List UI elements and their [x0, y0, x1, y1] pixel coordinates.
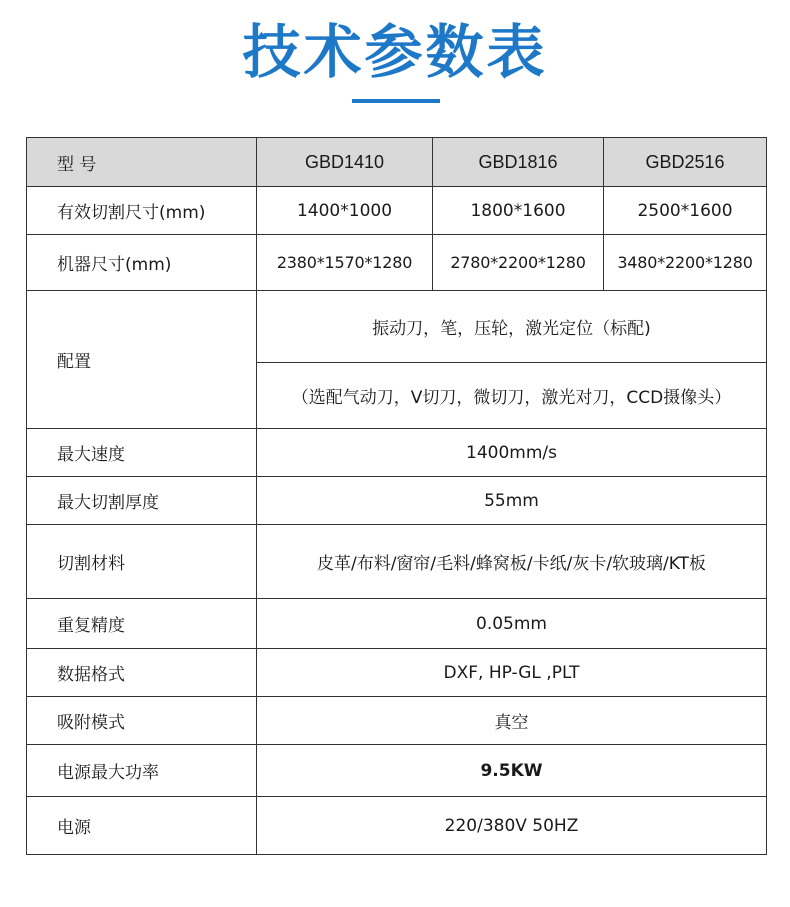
table-row-max-thickness — [27, 477, 767, 525]
machine-size-value: 2780*2200*1280 — [433, 235, 604, 291]
suction-value: 真空 — [257, 697, 767, 745]
table-row-materials — [27, 525, 767, 599]
precision-label: 重复精度 — [27, 599, 257, 649]
model-label: 型 号 — [27, 138, 257, 187]
table-row-max-speed — [27, 429, 767, 477]
max-speed-value: 1400mm/s — [257, 429, 767, 477]
max-thickness-value: 55mm — [257, 477, 767, 525]
table-row-config-standard — [27, 291, 767, 363]
table-row-machine-size — [27, 235, 767, 291]
cut-size-label: 有效切割尺寸(mm) — [27, 187, 257, 235]
max-power-value: 9.5KW — [257, 745, 767, 797]
cut-size-value: 2500*1600 — [604, 187, 767, 235]
config-label: 配置 — [27, 291, 257, 429]
model-gbd2516: GBD2516 — [604, 138, 767, 187]
cut-size-value: 1400*1000 — [257, 187, 433, 235]
machine-size-value: 3480*2200*1280 — [604, 235, 767, 291]
model-gbd1816: GBD1816 — [433, 138, 604, 187]
table-row-max-power — [27, 745, 767, 797]
table-row-power — [27, 797, 767, 855]
data-format-label: 数据格式 — [27, 649, 257, 697]
title-underline — [352, 99, 440, 103]
power-value: 220/380V 50HZ — [257, 797, 767, 855]
data-format-value: DXF, HP-GL ,PLT — [257, 649, 767, 697]
table-row-data-format — [27, 649, 767, 697]
table-header-row — [27, 138, 767, 187]
max-thickness-label: 最大切割厚度 — [27, 477, 257, 525]
config-standard-value: 振动刀，笔，压轮，激光定位（标配) — [257, 291, 767, 363]
spec-table — [26, 137, 767, 855]
table-row-suction — [27, 697, 767, 745]
machine-size-label: 机器尺寸(mm) — [27, 235, 257, 291]
precision-value: 0.05mm — [257, 599, 767, 649]
table-row-precision — [27, 599, 767, 649]
machine-size-value: 2380*1570*1280 — [257, 235, 433, 291]
table-row-cut-size — [27, 187, 767, 235]
page-title: 技术参数表 — [242, 18, 548, 86]
materials-label: 切割材料 — [27, 525, 257, 599]
materials-value: 皮革/布料/窗帘/毛料/蜂窝板/卡纸/灰卡/软玻璃/KT板 — [257, 525, 767, 599]
model-gbd1410: GBD1410 — [257, 138, 433, 187]
config-optional-value: （选配气动刀，V切刀，微切刀，激光对刀，CCD摄像头） — [257, 363, 767, 429]
cut-size-value: 1800*1600 — [433, 187, 604, 235]
power-label: 电源 — [27, 797, 257, 855]
max-speed-label: 最大速度 — [27, 429, 257, 477]
max-power-label: 电源最大功率 — [27, 745, 257, 797]
suction-label: 吸附模式 — [27, 697, 257, 745]
